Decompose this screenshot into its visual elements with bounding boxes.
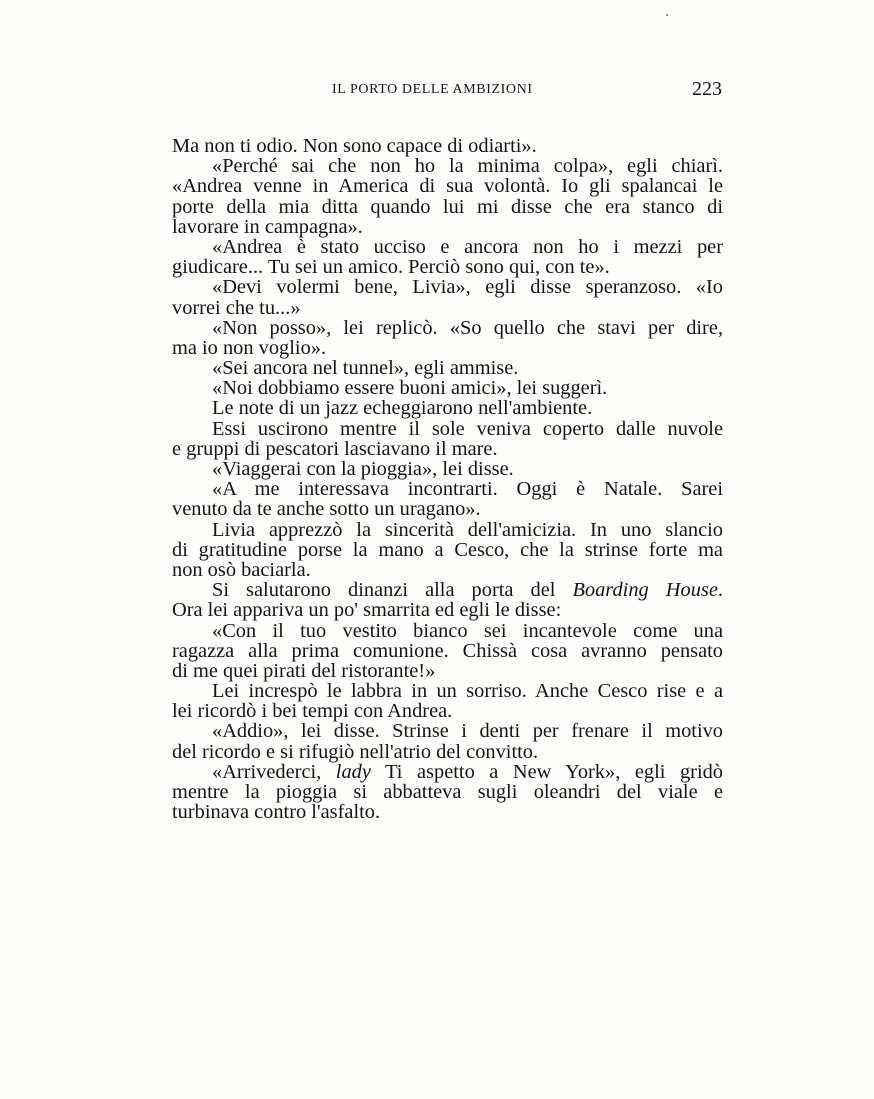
text-segment: Livia apprezzò la sincerità dell'amicizia. In uno slancio [212, 518, 723, 541]
scan-mark [666, 14, 668, 16]
text-segment: e gruppi di pescatori lasciavano il mare. [172, 437, 498, 460]
text-line [172, 661, 723, 681]
text-line [172, 156, 723, 176]
text-segment: . [717, 579, 723, 602]
text-line [172, 257, 723, 277]
text-segment: giudicare... Tu sei un amico. Perciò sono qui, con te». [172, 256, 610, 279]
text-segment: «Viaggerai con la pioggia», lei disse. [212, 458, 514, 480]
text-line [172, 318, 723, 338]
running-title: IL PORTO DELLE AMBIZIONI [332, 82, 533, 97]
text-line [172, 358, 723, 378]
text-line [172, 459, 723, 479]
text-segment: venuto da te anche sotto un uragano». [172, 498, 481, 521]
page-header [172, 78, 722, 102]
text-line [172, 580, 723, 600]
text-line [172, 721, 723, 741]
text-segment: ma io non voglio». [172, 336, 327, 359]
text-segment: Lei increspò le labbra in un sorriso. Anche Cesco rise e a [212, 680, 723, 703]
text-segment: Si salutarono dinanzi alla porta del [212, 579, 573, 602]
text-segment: «Andrea venne in America di sua volontà. Io gli spalancai le [172, 175, 723, 198]
text-line [172, 762, 723, 782]
text-line [172, 701, 723, 721]
text-segment: lavorare in campagna». [172, 215, 363, 238]
text-line [172, 277, 723, 297]
text-segment: vorrei che tu...» [172, 296, 301, 319]
text-segment: «Arrivederci, [212, 760, 336, 783]
text-segment: «Perché sai che non ho la minima colpa», egli chiarì. [212, 155, 723, 178]
text-line [172, 217, 723, 237]
text-segment: «Devi volermi bene, Livia», egli disse speranzoso. «Io [212, 276, 723, 299]
text-line [172, 782, 723, 802]
text-segment: di me quei pirati del ristorante!» [172, 659, 436, 682]
text-line [172, 600, 723, 620]
text-line [172, 419, 723, 439]
text-line [172, 520, 723, 540]
text-line [172, 398, 723, 418]
text-segment: Ma non ti odio. Non sono capace di odiarti». [172, 135, 537, 157]
text-line [172, 641, 723, 661]
body-text [172, 136, 723, 822]
text-segment: porte della mia ditta quando lui mi disse che era stanco di [172, 195, 723, 218]
text-segment: «A me interessava incontrarti. Oggi è Natale. Sarei [212, 478, 723, 501]
text-line [172, 479, 723, 499]
text-segment: turbinava contro l'asfalto. [172, 801, 381, 824]
text-segment: mentre la pioggia si abbatteva sugli oleandri del viale e [172, 781, 723, 803]
text-segment: del ricordo e si rifugiò nell'atrio del convitto. [172, 740, 539, 763]
text-line [172, 176, 723, 196]
text-segment: di gratitudine porse la mano a Cesco, che la strinse forte ma [172, 538, 723, 561]
text-segment: Ora lei appariva un po' smarrita ed egli le disse: [172, 599, 562, 622]
text-line [172, 681, 723, 701]
text-line [172, 499, 723, 519]
text-line [172, 540, 723, 560]
text-line [172, 338, 723, 358]
text-line [172, 237, 723, 257]
text-segment: non osò baciarla. [172, 558, 311, 581]
text-segment: «Sei ancora nel tunnel», egli ammise. [212, 357, 519, 380]
text-line [172, 298, 723, 318]
text-line [172, 560, 723, 580]
text-segment: Le note di un jazz echeggiarono nell'ambiente. [212, 397, 593, 420]
text-segment: «Non posso», lei replicò. «So quello che stavi per dire, [212, 316, 723, 339]
text-segment: lei ricordò i bei tempi con Andrea. [172, 700, 453, 723]
text-line [172, 197, 723, 217]
text-segment: «Addio», lei disse. Strinse i denti per frenare il motivo [212, 720, 723, 743]
text-segment: «Con il tuo vestito bianco sei incantevole come una [212, 619, 723, 642]
text-segment: ragazza alla prima comunione. Chissà cosa avranno pensato [172, 639, 723, 662]
text-line [172, 621, 723, 641]
text-line [172, 802, 723, 822]
text-segment: «Andrea è stato ucciso e ancora non ho i mezzi per [212, 235, 723, 258]
text-line [172, 742, 723, 762]
text-segment: Essi uscirono mentre il sole veniva coperto dalle nuvole [212, 417, 723, 440]
text-segment: «Noi dobbiamo essere buoni amici», lei suggerì. [212, 377, 608, 400]
italic-segment: Boarding House [572, 579, 718, 602]
italic-segment: lady [335, 760, 371, 783]
text-line [172, 439, 723, 459]
text-segment: Ti aspetto a New York», egli gridò [370, 760, 723, 783]
text-line [172, 136, 723, 156]
text-line [172, 378, 723, 398]
page-number: 223 [692, 78, 722, 100]
